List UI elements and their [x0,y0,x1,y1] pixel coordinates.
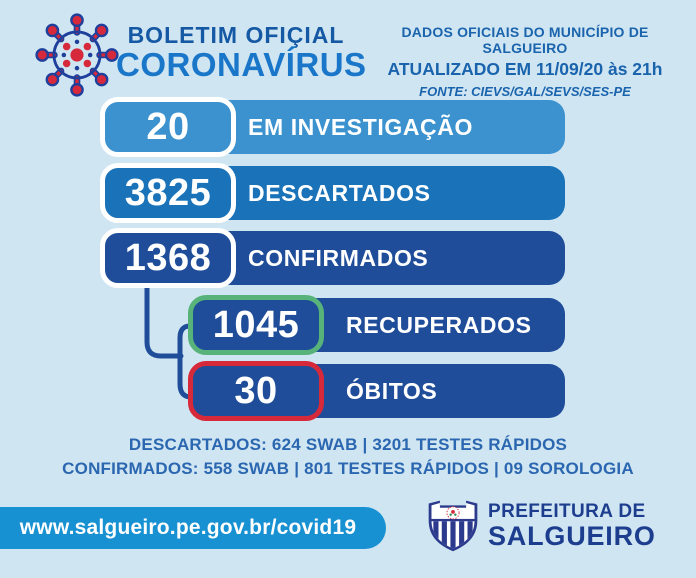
title-line-coronavirus: CORONAVÍRUS [116,46,367,83]
info-source: FONTE: CIEVS/GAL/SEVS/SES-PE [419,84,631,99]
stat-value: 1368 [124,236,212,279]
info-updated-at: ATUALIZADO EM 11/09/20 às 21h [387,59,663,79]
test-breakdown [0,433,696,481]
info-official-data: DADOS OFICIAIS DO MUNICÍPIO DE SALGUEIRO [401,24,649,56]
breakdown-discarded: DESCARTADOS: 624 SWAB | 3201 TESTES RÁPIDOS [128,435,568,454]
coronavirus-icon [26,8,128,102]
stat-value-badge [188,295,324,355]
stat-value-badge [100,163,236,223]
salgueiro-shield-logo [423,496,483,554]
stat-row-deaths [0,361,696,421]
stat-label: DESCARTADOS [248,179,431,206]
stat-value: 20 [146,105,190,148]
stat-row-recovered [0,295,696,355]
stat-label: CONFIRMADOS [248,244,429,271]
stat-value-badge [188,361,324,421]
stat-row-investigation [0,97,696,157]
title-line-boletim: BOLETIM OFIÇIAL [127,22,345,48]
breakdown-confirmed: CONFIRMADOS: 558 SWAB | 801 TESTES RÁPIDOS | 09 SOROLOGIA [62,459,634,478]
stat-value: 3825 [124,171,212,214]
stat-label: RECUPERADOS [346,311,532,338]
covid-url[interactable]: www.salgueiro.pe.gov.br/covid19 [19,516,357,539]
org-line-prefeitura: PREFEITURA DE [488,501,646,522]
stat-row-discarded [0,163,696,223]
stat-label: EM INVESTIGAÇÃO [248,113,473,140]
prefeitura-wordmark [488,501,688,550]
header-info [360,24,690,99]
stat-value-badge [100,97,236,157]
org-line-salgueiro: SALGUEIRO [488,521,656,551]
stat-row-confirmed [0,228,696,288]
stat-value: 1045 [212,303,300,346]
covid-url-bar[interactable] [0,507,386,549]
bulletin-title [116,22,367,83]
stat-value-badge [100,228,236,288]
stat-value: 30 [234,369,278,412]
stat-label: ÓBITOS [346,377,438,404]
